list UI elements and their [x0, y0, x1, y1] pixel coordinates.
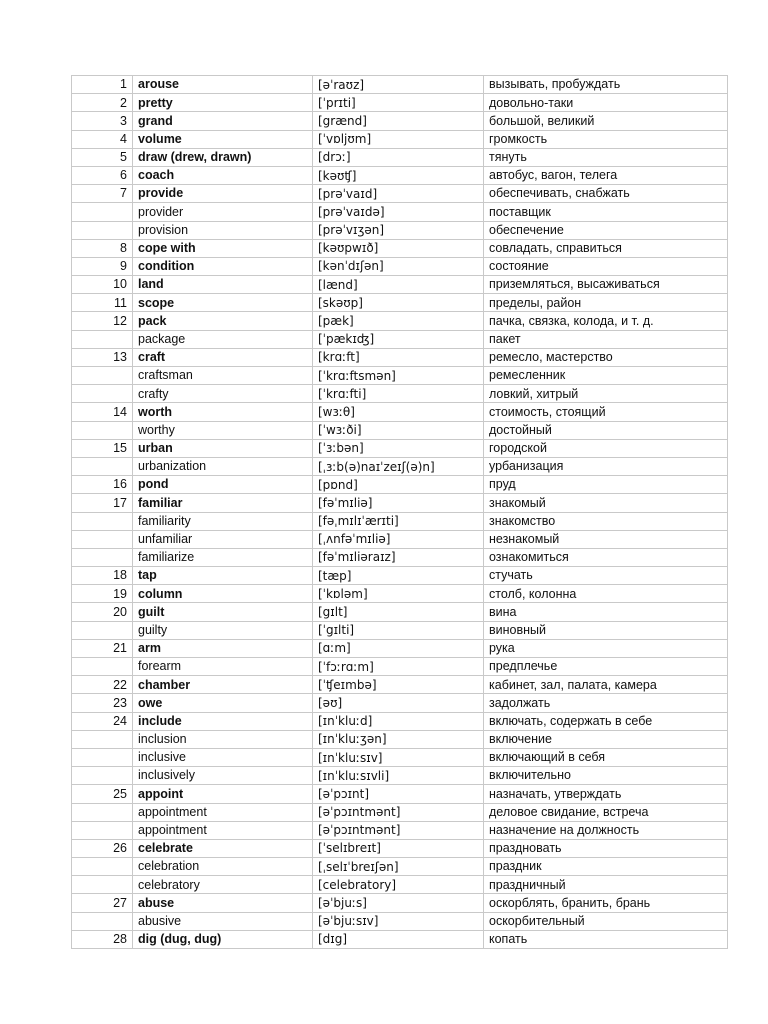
english-word-cell: worth: [133, 403, 313, 421]
russian-translation-cell: ремесленник: [484, 367, 728, 385]
russian-translation-cell: вина: [484, 603, 728, 621]
transcription-cell: [pæk]: [313, 312, 484, 330]
row-number-cell: 10: [72, 276, 133, 294]
russian-translation-cell: включать, содержать в себе: [484, 712, 728, 730]
russian-translation-cell: назначение на должность: [484, 821, 728, 839]
transcription-cell: [ˈprɪti]: [313, 94, 484, 112]
table-row: [72, 894, 728, 912]
row-number-cell: 5: [72, 148, 133, 166]
row-number-cell: 21: [72, 639, 133, 657]
row-number-cell: [72, 658, 133, 676]
english-word-cell: grand: [133, 112, 313, 130]
russian-translation-cell: включающий в себя: [484, 748, 728, 766]
transcription-cell: [kənˈdɪʃən]: [313, 257, 484, 275]
english-word-cell: urban: [133, 439, 313, 457]
english-word-cell: land: [133, 276, 313, 294]
russian-translation-cell: обеспечение: [484, 221, 728, 239]
transcription-cell: [əʊ]: [313, 694, 484, 712]
table-row: [72, 748, 728, 766]
row-number-cell: [72, 385, 133, 403]
russian-translation-cell: достойный: [484, 421, 728, 439]
english-word-cell: inclusively: [133, 767, 313, 785]
row-number-cell: 19: [72, 585, 133, 603]
english-word-cell: familiar: [133, 494, 313, 512]
transcription-cell: [ˈwɜːði]: [313, 421, 484, 439]
table-row: [72, 112, 728, 130]
transcription-cell: [prəˈvaɪdə]: [313, 203, 484, 221]
row-number-cell: 28: [72, 930, 133, 948]
transcription-cell: [ˈɜːbən]: [313, 439, 484, 457]
english-word-cell: draw (drew, drawn): [133, 148, 313, 166]
russian-translation-cell: кабинет, зал, палата, камера: [484, 676, 728, 694]
russian-translation-cell: деловое свидание, встреча: [484, 803, 728, 821]
table-row: [72, 76, 728, 94]
table-row: [72, 621, 728, 639]
russian-translation-cell: тянуть: [484, 148, 728, 166]
transcription-cell: [gɪlt]: [313, 603, 484, 621]
english-word-cell: condition: [133, 257, 313, 275]
english-word-cell: inclusion: [133, 730, 313, 748]
transcription-cell: [ˈkrɑːftsmən]: [313, 367, 484, 385]
english-word-cell: volume: [133, 130, 313, 148]
english-word-cell: column: [133, 585, 313, 603]
table-row: [72, 676, 728, 694]
transcription-cell: [lænd]: [313, 276, 484, 294]
transcription-cell: [əˈraʊz]: [313, 76, 484, 94]
table-row: [72, 476, 728, 494]
table-row: [72, 858, 728, 876]
russian-translation-cell: автобус, вагон, телега: [484, 166, 728, 184]
table-row: [72, 712, 728, 730]
english-word-cell: appoint: [133, 785, 313, 803]
russian-translation-cell: стоимость, стоящий: [484, 403, 728, 421]
transcription-cell: [ˈselɪbreɪt]: [313, 839, 484, 857]
row-number-cell: 7: [72, 185, 133, 203]
table-row: [72, 257, 728, 275]
russian-translation-cell: копать: [484, 930, 728, 948]
table-row: [72, 403, 728, 421]
transcription-cell: [fəˈmɪliə]: [313, 494, 484, 512]
row-number-cell: 8: [72, 239, 133, 257]
russian-translation-cell: совладать, справиться: [484, 239, 728, 257]
table-row: [72, 912, 728, 930]
row-number-cell: 24: [72, 712, 133, 730]
english-word-cell: craft: [133, 348, 313, 366]
row-number-cell: 11: [72, 294, 133, 312]
russian-translation-cell: довольно-таки: [484, 94, 728, 112]
table-row: [72, 130, 728, 148]
row-number-cell: [72, 457, 133, 475]
row-number-cell: [72, 767, 133, 785]
row-number-cell: 16: [72, 476, 133, 494]
transcription-cell: [skəʊp]: [313, 294, 484, 312]
english-word-cell: provide: [133, 185, 313, 203]
russian-translation-cell: приземляться, высаживаться: [484, 276, 728, 294]
russian-translation-cell: оскорблять, бранить, брань: [484, 894, 728, 912]
english-word-cell: arouse: [133, 76, 313, 94]
english-word-cell: worthy: [133, 421, 313, 439]
row-number-cell: 23: [72, 694, 133, 712]
russian-translation-cell: предплечье: [484, 658, 728, 676]
english-word-cell: arm: [133, 639, 313, 657]
transcription-cell: [ˈʧeɪmbə]: [313, 676, 484, 694]
transcription-cell: [ˌselɪˈbreɪʃən]: [313, 858, 484, 876]
english-word-cell: dig (dug, dug): [133, 930, 313, 948]
english-word-cell: celebrate: [133, 839, 313, 857]
russian-translation-cell: ознакомиться: [484, 548, 728, 566]
row-number-cell: 18: [72, 567, 133, 585]
transcription-cell: [kəʊʧ]: [313, 166, 484, 184]
table-row: [72, 839, 728, 857]
english-word-cell: owe: [133, 694, 313, 712]
transcription-cell: [ˈvɒljʊm]: [313, 130, 484, 148]
russian-translation-cell: включительно: [484, 767, 728, 785]
row-number-cell: 2: [72, 94, 133, 112]
transcription-cell: [əˈpɔɪnt]: [313, 785, 484, 803]
table-row: [72, 512, 728, 530]
transcription-cell: [əˈpɔɪntmənt]: [313, 803, 484, 821]
vocabulary-table: [71, 75, 728, 949]
table-row: [72, 494, 728, 512]
russian-translation-cell: стучать: [484, 567, 728, 585]
russian-translation-cell: пакет: [484, 330, 728, 348]
table-row: [72, 658, 728, 676]
table-row: [72, 767, 728, 785]
row-number-cell: 6: [72, 166, 133, 184]
transcription-cell: [pɒnd]: [313, 476, 484, 494]
transcription-cell: [ˌʌnfəˈmɪliə]: [313, 530, 484, 548]
table-row: [72, 548, 728, 566]
russian-translation-cell: оскорбительный: [484, 912, 728, 930]
row-number-cell: 22: [72, 676, 133, 694]
russian-translation-cell: знакомый: [484, 494, 728, 512]
table-row: [72, 530, 728, 548]
row-number-cell: [72, 730, 133, 748]
russian-translation-cell: праздничный: [484, 876, 728, 894]
row-number-cell: [72, 512, 133, 530]
english-word-cell: crafty: [133, 385, 313, 403]
row-number-cell: [72, 221, 133, 239]
russian-translation-cell: знакомство: [484, 512, 728, 530]
english-word-cell: pond: [133, 476, 313, 494]
table-row: [72, 603, 728, 621]
transcription-cell: [wɜːθ]: [313, 403, 484, 421]
transcription-cell: [ɪnˈkluːd]: [313, 712, 484, 730]
russian-translation-cell: рука: [484, 639, 728, 657]
transcription-cell: [dɪg]: [313, 930, 484, 948]
russian-translation-cell: громкость: [484, 130, 728, 148]
table-row: [72, 821, 728, 839]
english-word-cell: celebration: [133, 858, 313, 876]
english-word-cell: forearm: [133, 658, 313, 676]
russian-translation-cell: столб, колонна: [484, 585, 728, 603]
row-number-cell: 25: [72, 785, 133, 803]
vocabulary-table-body: [72, 76, 728, 949]
table-row: [72, 639, 728, 657]
row-number-cell: [72, 821, 133, 839]
english-word-cell: celebratory: [133, 876, 313, 894]
english-word-cell: craftsman: [133, 367, 313, 385]
transcription-cell: [prəˈvɪʒən]: [313, 221, 484, 239]
transcription-cell: [ˌɜːb(ə)naɪˈzeɪʃ(ə)n]: [313, 457, 484, 475]
russian-translation-cell: ловкий, хитрый: [484, 385, 728, 403]
transcription-cell: [tæp]: [313, 567, 484, 585]
english-word-cell: scope: [133, 294, 313, 312]
transcription-cell: [əˈbjuːs]: [313, 894, 484, 912]
row-number-cell: 12: [72, 312, 133, 330]
english-word-cell: guilty: [133, 621, 313, 639]
transcription-cell: [kəʊpwɪð]: [313, 239, 484, 257]
english-word-cell: familiarity: [133, 512, 313, 530]
table-row: [72, 221, 728, 239]
row-number-cell: 20: [72, 603, 133, 621]
transcription-cell: [fəˈmɪliəraɪz]: [313, 548, 484, 566]
table-row: [72, 421, 728, 439]
transcription-cell: [ˈpækɪʤ]: [313, 330, 484, 348]
row-number-cell: [72, 876, 133, 894]
russian-translation-cell: состояние: [484, 257, 728, 275]
table-row: [72, 239, 728, 257]
table-row: [72, 312, 728, 330]
russian-translation-cell: вызывать, пробуждать: [484, 76, 728, 94]
russian-translation-cell: пределы, район: [484, 294, 728, 312]
table-row: [72, 457, 728, 475]
english-word-cell: appointment: [133, 821, 313, 839]
row-number-cell: 13: [72, 348, 133, 366]
row-number-cell: [72, 421, 133, 439]
english-word-cell: chamber: [133, 676, 313, 694]
table-row: [72, 276, 728, 294]
english-word-cell: provision: [133, 221, 313, 239]
english-word-cell: abusive: [133, 912, 313, 930]
russian-translation-cell: незнакомый: [484, 530, 728, 548]
row-number-cell: [72, 367, 133, 385]
row-number-cell: 3: [72, 112, 133, 130]
row-number-cell: [72, 530, 133, 548]
english-word-cell: include: [133, 712, 313, 730]
row-number-cell: 4: [72, 130, 133, 148]
table-row: [72, 803, 728, 821]
table-row: [72, 585, 728, 603]
english-word-cell: tap: [133, 567, 313, 585]
row-number-cell: [72, 858, 133, 876]
table-row: [72, 876, 728, 894]
russian-translation-cell: назначать, утверждать: [484, 785, 728, 803]
transcription-cell: [ˈkɒləm]: [313, 585, 484, 603]
transcription-cell: [ɪnˈkluːsɪv]: [313, 748, 484, 766]
transcription-cell: [grænd]: [313, 112, 484, 130]
table-row: [72, 166, 728, 184]
english-word-cell: cope with: [133, 239, 313, 257]
russian-translation-cell: урбанизация: [484, 457, 728, 475]
english-word-cell: abuse: [133, 894, 313, 912]
english-word-cell: coach: [133, 166, 313, 184]
russian-translation-cell: поставщик: [484, 203, 728, 221]
row-number-cell: [72, 748, 133, 766]
transcription-cell: [ɑːm]: [313, 639, 484, 657]
table-row: [72, 694, 728, 712]
english-word-cell: inclusive: [133, 748, 313, 766]
english-word-cell: provider: [133, 203, 313, 221]
russian-translation-cell: обеспечивать, снабжать: [484, 185, 728, 203]
row-number-cell: 15: [72, 439, 133, 457]
table-row: [72, 385, 728, 403]
table-row: [72, 148, 728, 166]
row-number-cell: [72, 548, 133, 566]
table-row: [72, 185, 728, 203]
transcription-cell: [əˈpɔɪntmənt]: [313, 821, 484, 839]
russian-translation-cell: задолжать: [484, 694, 728, 712]
table-row: [72, 785, 728, 803]
table-row: [72, 930, 728, 948]
row-number-cell: [72, 912, 133, 930]
english-word-cell: package: [133, 330, 313, 348]
transcription-cell: [ˈgɪlti]: [313, 621, 484, 639]
table-row: [72, 367, 728, 385]
transcription-cell: [celebratory]: [313, 876, 484, 894]
transcription-cell: [krɑːft]: [313, 348, 484, 366]
table-row: [72, 730, 728, 748]
transcription-cell: [fəˌmɪlɪˈærɪti]: [313, 512, 484, 530]
table-row: [72, 203, 728, 221]
row-number-cell: 17: [72, 494, 133, 512]
row-number-cell: 14: [72, 403, 133, 421]
russian-translation-cell: праздник: [484, 858, 728, 876]
transcription-cell: [ɪnˈkluːʒən]: [313, 730, 484, 748]
row-number-cell: 9: [72, 257, 133, 275]
row-number-cell: 27: [72, 894, 133, 912]
russian-translation-cell: большой, великий: [484, 112, 728, 130]
table-row: [72, 567, 728, 585]
russian-translation-cell: включение: [484, 730, 728, 748]
row-number-cell: [72, 330, 133, 348]
transcription-cell: [ɪnˈkluːsɪvli]: [313, 767, 484, 785]
table-row: [72, 94, 728, 112]
transcription-cell: [əˈbjuːsɪv]: [313, 912, 484, 930]
row-number-cell: 1: [72, 76, 133, 94]
english-word-cell: pretty: [133, 94, 313, 112]
row-number-cell: 26: [72, 839, 133, 857]
english-word-cell: urbanization: [133, 457, 313, 475]
russian-translation-cell: пачка, связка, колода, и т. д.: [484, 312, 728, 330]
english-word-cell: appointment: [133, 803, 313, 821]
transcription-cell: [drɔː]: [313, 148, 484, 166]
english-word-cell: unfamiliar: [133, 530, 313, 548]
transcription-cell: [ˈfɔːrɑːm]: [313, 658, 484, 676]
transcription-cell: [ˈkrɑːfti]: [313, 385, 484, 403]
russian-translation-cell: городской: [484, 439, 728, 457]
table-row: [72, 348, 728, 366]
table-row: [72, 439, 728, 457]
row-number-cell: [72, 621, 133, 639]
english-word-cell: guilt: [133, 603, 313, 621]
russian-translation-cell: праздновать: [484, 839, 728, 857]
transcription-cell: [prəˈvaɪd]: [313, 185, 484, 203]
russian-translation-cell: пруд: [484, 476, 728, 494]
table-row: [72, 330, 728, 348]
russian-translation-cell: виновный: [484, 621, 728, 639]
row-number-cell: [72, 203, 133, 221]
english-word-cell: familiarize: [133, 548, 313, 566]
english-word-cell: pack: [133, 312, 313, 330]
row-number-cell: [72, 803, 133, 821]
russian-translation-cell: ремесло, мастерство: [484, 348, 728, 366]
table-row: [72, 294, 728, 312]
